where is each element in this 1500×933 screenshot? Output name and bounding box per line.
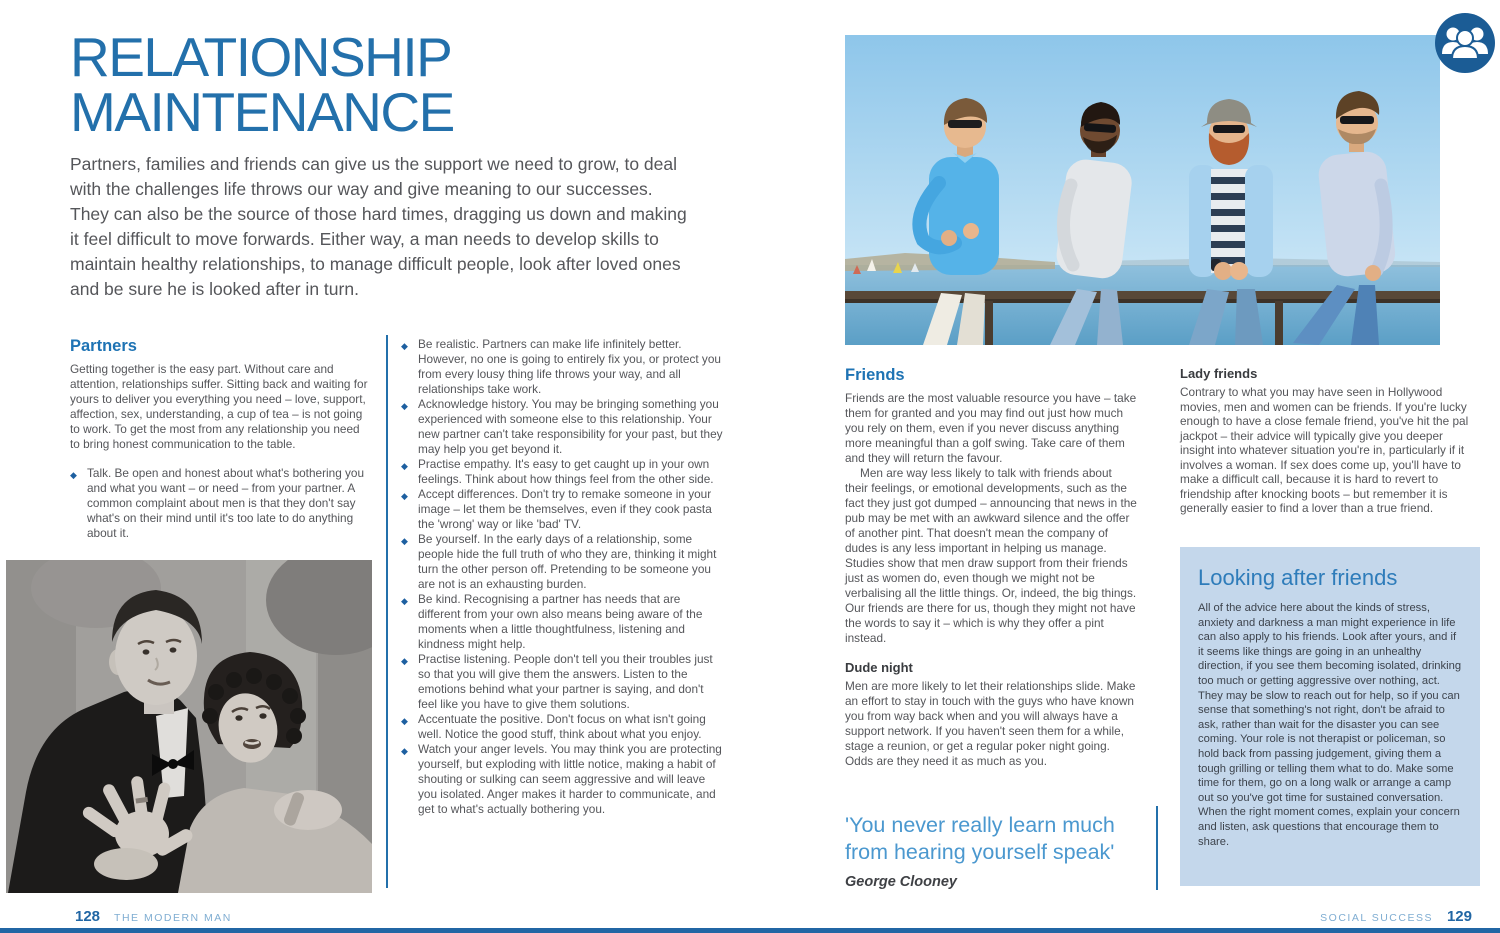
column-divider — [386, 335, 388, 888]
list-item — [401, 712, 723, 742]
vintage-couple-photo — [6, 560, 366, 893]
footer-bar — [0, 928, 1500, 933]
diamond-bullet-icon: ◆ — [401, 536, 408, 546]
box-heading: Looking after friends — [1198, 565, 1398, 590]
list-item — [401, 652, 723, 712]
section-title: SOCIAL SUCCESS — [1320, 912, 1433, 924]
dude-night-body: Men are more likely to let their relationships slide. Make an effort to stay in touch with the guys who have known you from way back when and you will always have a support network. If you haven't seen them for a while, stage a reunion, or get a regular poker night going. Odds are they need it as much as you. — [845, 679, 1136, 768]
bullet-text: Practise listening. People don't tell you their troubles just so that you will give them the answers. Listen to the emotions behind what your partner is saying, and don't feel like you have to give them solutions. — [418, 652, 713, 711]
partners-column — [70, 337, 370, 541]
diamond-bullet-icon: ◆ — [401, 341, 408, 351]
box-body: All of the advice here about the kinds of stress, anxiety and darkness a man might experience in life can also apply to his friends. Look after yours, and if it seems like things are going in an unhealthy direction, if you see them becoming isolated, drinking too much or getting aggressive over nothing, act. They may be slow to reach out for help, so if you can sense that something's not right, don't be afraid to ask, rather than wait for the disaster you can see coming. Your role is not therapist or policeman, so hold back from passing judgement, giving them a tough grilling or telling them what to do. Make some time for them, go on a long walk or arrange a camp out so you've got time for sustained conversation. When the right moment comes, explain your concern and listen, ask questions that encourage them to share. — [1198, 602, 1462, 848]
advice-bullet-list — [401, 337, 723, 817]
diamond-bullet-icon: ◆ — [401, 716, 408, 726]
quote-divider — [1156, 806, 1158, 890]
group-icon — [1434, 12, 1496, 74]
looking-after-friends-box — [1180, 547, 1480, 886]
quote-attribution: George Clooney — [845, 874, 957, 890]
list-item — [401, 532, 723, 592]
diamond-bullet-icon: ◆ — [401, 656, 408, 666]
list-item — [70, 466, 370, 541]
bullet-text: Be kind. Recognising a partner has needs that are different from your own also means being aware of the moments when a little thoughtfulness, listening and kindness might help. — [418, 592, 703, 651]
friends-heading: Friends — [845, 366, 905, 384]
list-item — [401, 457, 723, 487]
pull-quote — [845, 812, 1155, 890]
partners-bullet-list — [70, 466, 370, 541]
bullet-text: Be yourself. In the early days of a relationship, some people hide the full truth of who they are, thinking it might turn the other person off. Pretending to be someone you are not is an exhausting burden. — [418, 532, 717, 591]
lady-friends-body: Contrary to what you may have seen in Hollywood movies, men and women can be friends. If you're lucky enough to have a close female friend, you've hit the pal jackpot – their advice will typically give you deeper insight into whatever situation you're in, particularly if it involves a woman. If sex does come up, you'll have to make a difficult call, because it is hard to revert to friendship after knocking boots – but remember it is generally easier to find a lover than a true friend. — [1180, 385, 1469, 515]
friends-column — [845, 366, 1137, 769]
four-friends-photo — [845, 35, 1440, 345]
list-item — [401, 592, 723, 652]
diamond-bullet-icon: ◆ — [401, 461, 408, 471]
bullet-text: Be realistic. Partners can make life infinitely better. However, no one is going to entirely fix you, or protect you from every lousy thing life throws your way, and all relationships take work. — [418, 337, 721, 396]
page-title — [70, 26, 454, 143]
page-number-left: 128 — [75, 908, 101, 925]
list-item — [401, 337, 723, 397]
intro-paragraph: Partners, families and friends can give us the support we need to grow, to deal with the challenges life throws our way and give meaning to our successes. They can also be the source of those hard times, dragging us down and making it feel difficult to move forwards. Either way, a man needs to develop skills to maintain healthy relationships, to manage difficult people, look after loved ones and be sure he is looked after in turn. — [70, 154, 687, 299]
list-item — [401, 742, 723, 817]
bullet-text: Practise empathy. It's easy to get caught up in your own feelings. Think about how things feel from the other side. — [418, 457, 714, 486]
list-item — [401, 487, 723, 532]
dude-night-heading: Dude night — [845, 660, 913, 675]
lady-friends-column — [1180, 366, 1480, 516]
diamond-bullet-icon: ◆ — [70, 470, 77, 480]
bullet-text: Accentuate the positive. Don't focus on what isn't going well. Notice the good stuff, think about what you enjoy. — [418, 712, 706, 741]
diamond-bullet-icon: ◆ — [401, 596, 408, 606]
friends-paragraph: Men are way less likely to talk with friends about their feelings, or emotional developments, such as the fact they just got dumped – announcing that news in the pub may be met with an awkward silence and the offer of another pint. That doesn't mean the company of dudes is any less important in helping us manage. Studies show that men draw support from their friends just as women do, even though we might not be verbalising all the little things. Or, indeed, the big things. Our friends are there for us, though they might not have the words to say it – which is why they offer a pint instead. — [845, 466, 1137, 645]
diamond-bullet-icon: ◆ — [401, 491, 408, 501]
book-title: THE MODERN MAN — [114, 912, 232, 924]
bullet-text: Accept differences. Don't try to remake someone in your image – let them be themselves, even if they cook pasta the 'wrong' way or like 'bad' TV. — [418, 487, 712, 531]
partners-heading: Partners — [70, 337, 137, 355]
bullet-text: Acknowledge history. You may be bringing something you experienced with someone else to this relationship. Your new partner can't take responsibility for your past, but they may help you get beyond it. — [418, 397, 723, 456]
partners-body: Getting together is the easy part. Without care and attention, relationships suffer. Sitting back and waiting for yours to deliver you everything you need – love, support, affection, sex, understanding, a cup of tea – is not going to work. To get the most from any relationship you need to bring honest communication to the table. — [70, 362, 368, 451]
footer-right — [1320, 908, 1472, 925]
page-title-line2: MAINTENANCE — [70, 81, 454, 143]
lady-friends-heading: Lady friends — [1180, 366, 1258, 381]
bullet-text: Watch your anger levels. You may think you are protecting yourself, but exploding with little notice, making a habit of shouting or sulking can seem aggressive and will leave you isolated. Anger makes it harder to communicate, and get to what's actually bothering you. — [418, 742, 722, 816]
friends-paragraph: Friends are the most valuable resource you have – take them for granted and you may find out just how much you rely on them, even if you never discuss anything more meaningful than a golf swing. Take care of them and they will return the favour. — [845, 391, 1137, 465]
list-item — [401, 397, 723, 457]
page-title-line1: RELATIONSHIP — [70, 26, 452, 88]
diamond-bullet-icon: ◆ — [401, 746, 408, 756]
diamond-bullet-icon: ◆ — [401, 401, 408, 411]
footer-left — [75, 908, 232, 925]
bullet-text: Talk. Be open and honest about what's bothering you and what you want – or need – from your partner. A common complaint about men is that they don't say what's on their mind until it's too late to do anything about it. — [87, 466, 365, 540]
page-number-right: 129 — [1446, 908, 1472, 925]
quote-text: 'You never really learn much from hearing yourself speak' — [845, 813, 1115, 864]
